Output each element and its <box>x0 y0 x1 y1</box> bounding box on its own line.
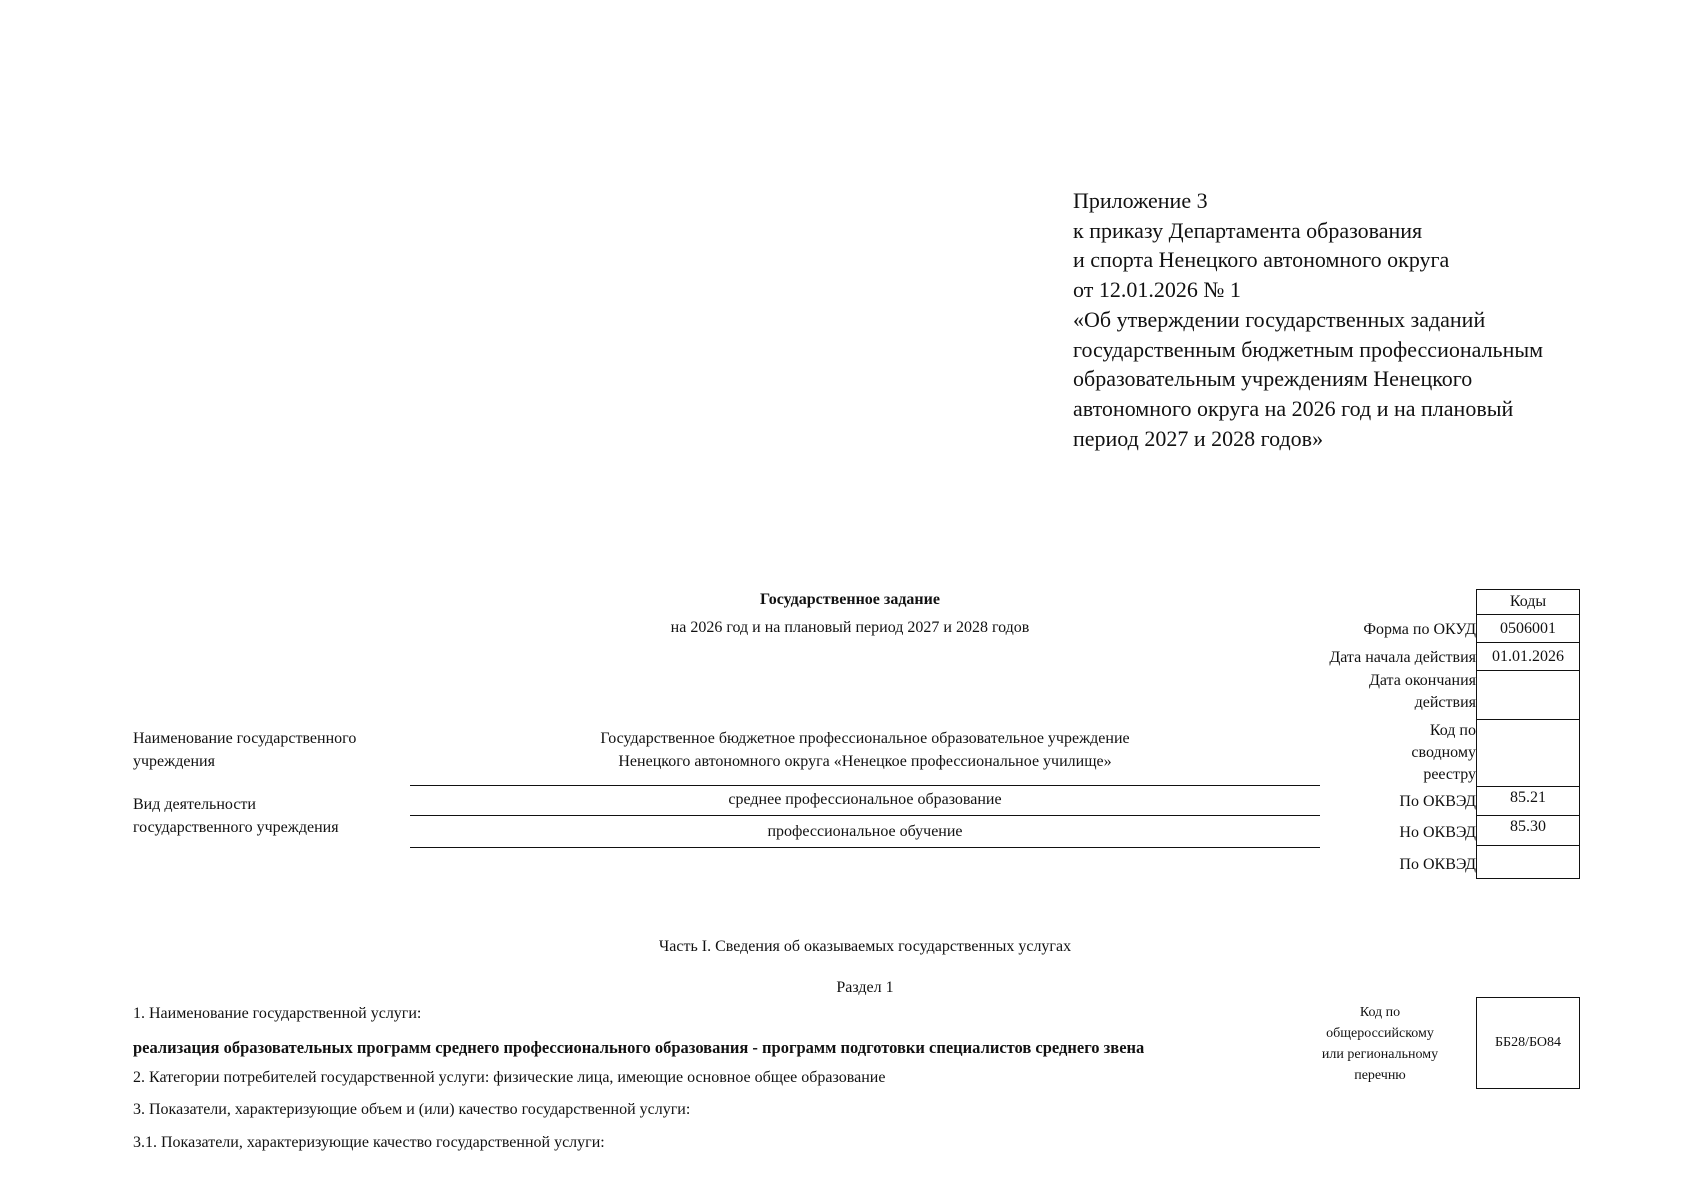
activity-label <box>133 793 413 839</box>
activity-label-line: государственного учреждения <box>133 819 339 836</box>
end-date-label-line: Дата окончания <box>1368 672 1476 689</box>
divider <box>410 847 1320 848</box>
okved-label-2: Но ОКВЭД <box>1399 824 1476 841</box>
service-item-1: 1. Наименование государственной услуги: <box>133 1005 422 1022</box>
service-code-value: ББ28/БО84 <box>1476 997 1580 1089</box>
document-title: Государственное задание <box>760 591 940 608</box>
document-subtitle: на 2026 год и на плановый период 2027 и 2028 годов <box>670 619 1030 636</box>
service-item-3-1: 3.1. Показатели, характеризующие качество государственной услуги: <box>133 1134 605 1151</box>
appendix-line: «Об утверждении государственных заданий <box>1073 306 1486 332</box>
part-title: Часть I. Сведения об оказываемых государственных услугах <box>658 938 1072 955</box>
appendix-line: и спорта Ненецкого автономного округа <box>1073 247 1450 273</box>
service-code-label-line: общероссийскому <box>1326 1026 1434 1041</box>
institution-label-line: Наименование государственного <box>133 730 357 747</box>
registry-label-line: сводному <box>1411 744 1476 761</box>
service-item-3: 3. Показатели, характеризующие объем и (или) качество государственной услуги: <box>133 1101 691 1118</box>
institution-name-line: Ненецкого автономного округа «Ненецкое профессиональное училище» <box>618 753 1112 770</box>
institution-name <box>410 727 1320 773</box>
okved-value-2: 85.30 <box>1476 815 1580 846</box>
okved-value-3 <box>1476 845 1580 879</box>
activity-label-line: Вид деятельности <box>133 796 256 813</box>
appendix-line: образовательным учреждениям Ненецкого <box>1073 366 1473 392</box>
activity-type-2: профессиональное обучение <box>767 823 963 840</box>
appendix-line: государственным бюджетным профессиональным <box>1073 336 1544 362</box>
okud-label: Форма по ОКУД <box>1363 621 1476 638</box>
okved-value-1: 85.21 <box>1476 786 1580 816</box>
service-name: реализация образовательных программ среднего профессионального образования - программ подготовки специалистов среднего звена <box>133 1038 1145 1057</box>
appendix-header <box>1073 186 1633 453</box>
start-date-value: 01.01.2026 <box>1476 642 1580 671</box>
end-date-label <box>1369 670 1476 714</box>
okud-value: 0506001 <box>1476 614 1580 643</box>
institution-name-line: Государственное бюджетное профессиональное образовательное учреждение <box>600 730 1130 747</box>
registry-label-line: Код по <box>1429 722 1476 739</box>
institution-label <box>133 727 413 773</box>
okved-label-1: По ОКВЭД <box>1399 793 1476 810</box>
appendix-line: Приложение 3 <box>1073 188 1208 213</box>
appendix-line: автономного округа на 2026 год и на плановый <box>1073 395 1514 421</box>
section-title: Раздел 1 <box>836 979 894 996</box>
appendix-line: к приказу Департамента образования <box>1073 217 1423 243</box>
okved-label-3: По ОКВЭД <box>1399 856 1476 873</box>
service-code-label-line: или региональному <box>1321 1047 1439 1062</box>
codes-header: Коды <box>1476 589 1580 615</box>
end-date-value <box>1476 670 1580 720</box>
divider <box>410 785 1320 786</box>
registry-label <box>1411 720 1476 786</box>
registry-value <box>1476 719 1580 787</box>
registry-label-line: реестру <box>1423 766 1476 783</box>
service-code-label <box>1300 1002 1460 1086</box>
service-code-label-line: Код по <box>1359 1005 1401 1020</box>
activity-type-1: среднее профессиональное образование <box>728 791 1002 808</box>
divider <box>410 815 1320 816</box>
institution-label-line: учреждения <box>133 753 215 770</box>
start-date-label: Дата начала действия <box>1329 649 1476 666</box>
end-date-label-line: действия <box>1414 694 1476 711</box>
service-code-label-line: перечню <box>1354 1068 1406 1083</box>
appendix-line: от 12.01.2026 № 1 <box>1073 277 1241 303</box>
service-item-2: 2. Категории потребителей государственной услуги: физические лица, имеющие основное общее образование <box>133 1069 886 1086</box>
appendix-line: период 2027 и 2028 годов» <box>1073 425 1324 451</box>
